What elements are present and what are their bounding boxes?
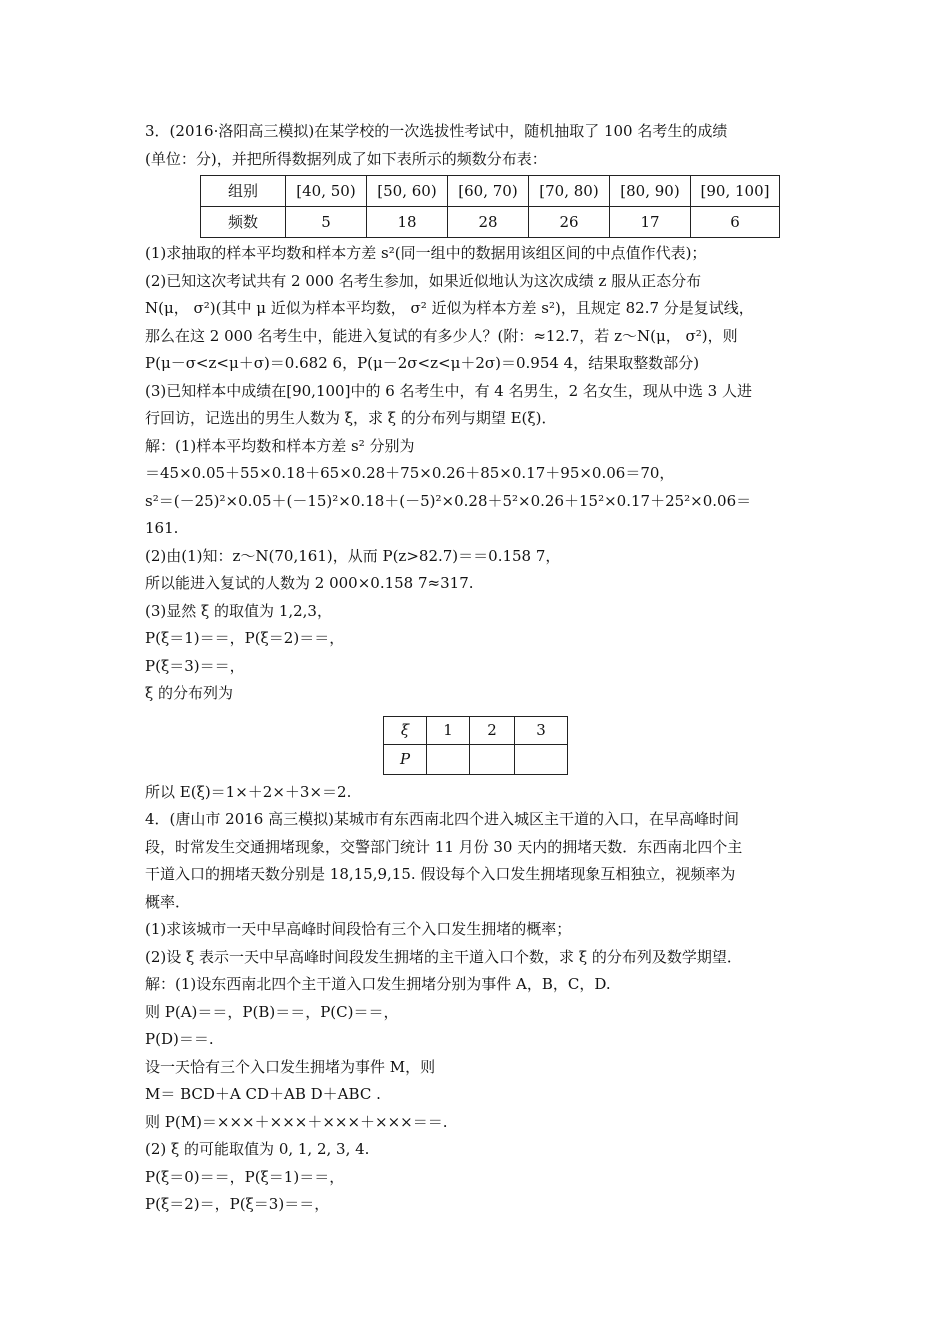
distribution-table [383,716,568,775]
q4-intro-line-4: 概率． [145,892,191,911]
q3-intro-line-1: 3．(2016·洛阳高三模拟)在某学校的一次选拔性考试中，随机抽取了 100 名考生的成绩 [145,122,728,140]
table-cell: [50, 60) [367,176,448,207]
q3-solution-line: (3)显然 ξ 的取值为 1,2,3， [145,601,332,620]
q4-solution-line: 设一天恰有三个入口发生拥堵为事件 M，则 [145,1057,436,1076]
table-cell: 2 [470,716,515,744]
table-cell: ξ [384,716,427,744]
table-cell: [80, 90) [610,176,691,207]
q3-part-1: (1)求抽取的样本平均数和样本方差 s²(同一组中的数据用该组区间的中点值作代表)； [145,244,707,262]
q3-solution-line: ＝45×0.05＋55×0.18＋65×0.28＋75×0.26＋85×0.17＋95×0.06＝70， [145,464,675,482]
q3-part-2-line-1: (2)已知这次考试共有 2 000 名考生参加，如果近似地认为这次成绩 z 服从正态分布 [145,271,702,290]
table-row [384,716,568,744]
q4-intro-line-2: 段，时常发生交通拥堵现象，交警部门统计 11 月份 30 天内的拥堵天数．东西南北四个主 [145,837,743,856]
q4-solution-line: P(ξ＝2)＝，P(ξ＝3)＝＝， [145,1195,330,1213]
table-cell: [40, 50) [286,176,367,207]
document-page [145,118,825,1219]
table-row [201,176,780,207]
q3-part-2-line-2: N(μ， σ²)(其中 μ 近似为样本平均数， σ² 近似为样本方差 s²)，且规定 82.7 分是复试线， [145,299,754,317]
table-cell: [70, 80) [529,176,610,207]
table-row-label: 频数 [201,207,286,238]
q4-solution-line: (2) ξ 的可能取值为 0, 1, 2, 3, 4. [145,1140,370,1158]
table-row-label: 组别 [201,176,286,207]
table-cell: 5 [286,207,367,238]
q4-part-2: (2)设 ξ 表示一天中早高峰时间段发生拥堵的主干道入口个数，求 ξ 的分布列及数学期望． [145,947,742,966]
table-cell [427,744,470,774]
q3-intro-line-2: (单位：分)，并把所得数据列成了如下表所示的频数分布表： [145,149,547,168]
q3-solution-line: P(ξ＝3)＝＝， [145,656,245,675]
table-cell: [60, 70) [448,176,529,207]
q3-solution-line: s²＝(－25)²×0.05＋(－15)²×0.18＋(－5)²×0.28＋5²×0.26＋15²×0.17＋25²×0.06＝ [145,491,752,510]
table-cell: P [384,744,427,774]
q4-solution-line: 解：(1)设东西南北四个主干道入口发生拥堵分别为事件 A，B，C，D. [145,975,611,993]
q4-solution-line: P(D)＝＝. [145,1030,214,1048]
q4-intro-line-3: 干道入口的拥堵天数分别是 18,15,9,15. 假设每个入口发生拥堵现象互相独立，视频率为 [145,865,736,883]
q3-part-2-line-3: 那么在这 2 000 名考生中，能进入复试的有多少人？(附：≈12.7，若 z～N(μ， σ²)，则 [145,326,738,345]
table-row [201,207,780,238]
table-cell [470,744,515,774]
table-cell: 26 [529,207,610,238]
q4-solution-line: M＝ BCD＋A CD＋AB D＋ABC . [145,1085,381,1103]
frequency-table [200,175,780,238]
q3-solution-line: (2)由(1)知：z～N(70,161)，从而 P(z>82.7)＝＝0.158 7， [145,546,561,565]
q3-solution-line: 解：(1)样本平均数和样本方差 s² 分别为 [145,436,415,455]
q3-solution-line: 所以能进入复试的人数为 2 000×0.158 7≈317. [145,574,474,592]
table-cell: 18 [367,207,448,238]
table-cell: 1 [427,716,470,744]
q4-solution-line: 则 P(A)＝＝，P(B)＝＝，P(C)＝＝， [145,1002,399,1021]
q4-intro-line-1: 4．(唐山市 2016 高三模拟)某城市有东西南北四个进入城区主干道的入口，在早高峰时间 [145,810,739,828]
table-cell: 6 [691,207,780,238]
table-row [384,744,568,774]
table-cell: 3 [515,716,568,744]
table-cell: 17 [610,207,691,238]
table-cell [515,744,568,774]
q4-solution-line: P(ξ＝0)＝＝，P(ξ＝1)＝＝， [145,1167,345,1186]
q3-solution-line: P(ξ＝1)＝＝，P(ξ＝2)＝＝， [145,629,345,647]
q3-solution-line: 所以 E(ξ)＝1×＋2×＋3×＝2. [145,782,352,801]
table-cell: [90, 100] [691,176,780,207]
q3-solution-line: ξ 的分布列为 [145,684,234,702]
q3-solution-line: 161. [145,519,179,537]
q4-part-1: (1)求该城市一天中早高峰时间段恰有三个入口发生拥堵的概率； [145,920,572,938]
table-cell: 28 [448,207,529,238]
q3-part-2-line-4: P(μ－σ<z<μ＋σ)＝0.682 6，P(μ－2σ<z<μ＋2σ)＝0.954 4，结果取整数部分) [145,354,700,372]
q3-part-3-line-2: 行回访，记选出的男生人数为 ξ，求 ξ 的分布列与期望 E(ξ)． [145,409,557,427]
q3-part-3-line-1: (3)已知样本中成绩在[90,100]中的 6 名考生中，有 4 名男生，2 名女生，现从中选 3 人进 [145,381,752,400]
q4-solution-line: 则 P(M)＝×××＋×××＋×××＋×××＝＝. [145,1112,448,1131]
